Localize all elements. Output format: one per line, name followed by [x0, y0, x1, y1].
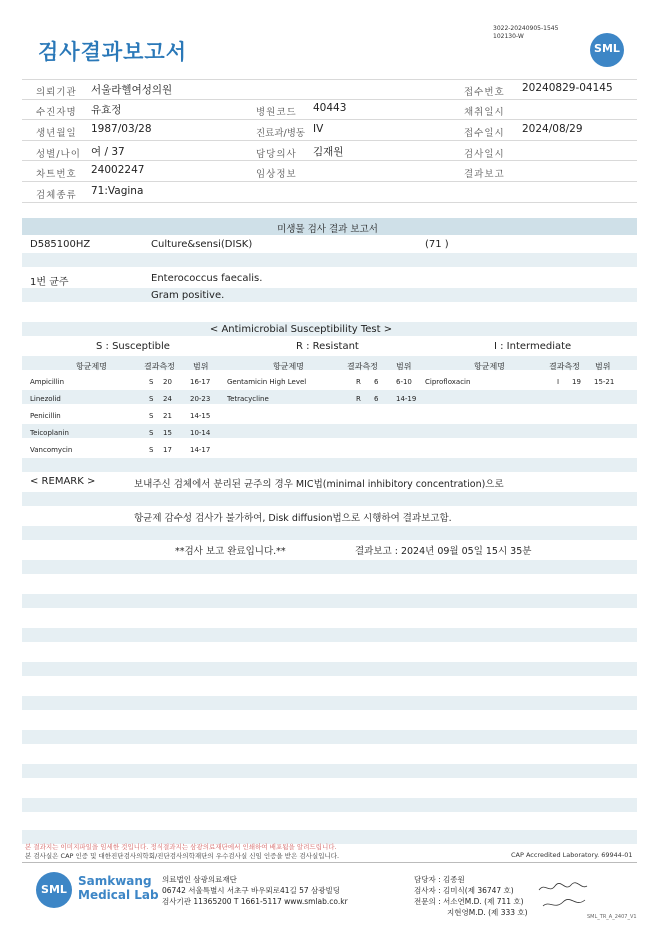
row-band — [22, 798, 637, 812]
ast-drug: Linezolid — [30, 395, 61, 403]
lab-street: 06742 서울특별시 서초구 바우뫼로41길 57 삼광빌딩 — [162, 886, 341, 895]
divider — [22, 160, 637, 161]
staff-specialist-2: 지현영M.D. (제 333 호) — [447, 908, 528, 917]
gram-stain: Gram positive. — [151, 290, 225, 301]
ast-title: < Antimicrobial Susceptibility Test > — [209, 324, 393, 335]
remark-line-2: 항균제 감수성 검사가 불가하여, Disk diffusion법으로 시행하여 결과보고함. — [134, 513, 452, 524]
brand-name — [78, 874, 159, 902]
ast-range: 14-17 — [190, 446, 211, 454]
specimen-label: 검체종류 — [36, 190, 77, 201]
ast-range: 14-15 — [190, 412, 211, 420]
ast-sir: S — [149, 412, 154, 420]
accreditation-notice: 본 검사실은 CAP 인증 및 대한진단검사의학회/진단검사의학재단의 우수검사실 신임 인증을 받은 검사실입니다. — [25, 852, 340, 860]
legend-susceptible: S : Susceptible — [96, 341, 170, 352]
ast-drug: Ciprofloxacin — [425, 378, 471, 386]
legend-intermediate: I : Intermediate — [494, 341, 572, 352]
ast-range: 20-23 — [190, 395, 211, 403]
ast-value: 17 — [163, 446, 172, 454]
ast-value: 6 — [374, 395, 379, 403]
institution-label: 의뢰기관 — [36, 87, 77, 98]
col-drug-header: 항균제명 — [76, 362, 107, 371]
row-band — [22, 560, 637, 574]
report-label: 결과보고 — [464, 169, 505, 180]
footer-divider — [22, 862, 637, 863]
receipt-date-value: 2024/08/29 — [522, 123, 583, 135]
image-notice: 본 결과지는 이미지파일을 임세한 것입니다. 정식결과지는 삼광의료재단에서 인쇄하여 배포됨을 알려드립니다. — [25, 843, 337, 851]
document-code-1: 3022-20240905-1545 — [493, 25, 559, 32]
ast-range: 16-17 — [190, 378, 211, 386]
test-code: D585100HZ — [30, 239, 91, 250]
ast-sir: S — [149, 446, 154, 454]
staff-specialist-1: 전문의 : 서소연M.D. (제 711 호) — [414, 897, 524, 906]
ast-range: 6-10 — [396, 378, 412, 386]
divider — [22, 119, 637, 120]
dept-value: IV — [313, 123, 324, 135]
chart-value: 24002247 — [91, 164, 145, 176]
divider — [22, 79, 637, 80]
row-band — [22, 628, 637, 642]
chart-label: 차트번호 — [36, 169, 77, 180]
patient-value: 유효정 — [91, 104, 122, 116]
organism-label: 1번 균주 — [30, 277, 69, 288]
ast-sir: R — [356, 395, 361, 403]
divider — [22, 140, 637, 141]
ast-value: 21 — [163, 412, 172, 420]
row-band — [22, 458, 637, 472]
col-range-header: 범위 — [595, 362, 611, 371]
logo-text: SML — [41, 883, 67, 896]
lab-contact: 검사기관 11365200 T 1661-5117 www.smlab.co.kr — [162, 897, 348, 906]
staff-examiner: 검사자 : 김미식(제 36747 호) — [414, 886, 514, 895]
col-result-header: 결과측정 — [549, 362, 580, 371]
staff-list — [414, 874, 528, 918]
divider — [22, 99, 637, 100]
lab-name: 의료법인 삼광의료재단 — [162, 875, 237, 884]
ast-sir: S — [149, 395, 154, 403]
ast-range: 15-21 — [594, 378, 615, 386]
divider — [22, 202, 637, 203]
row-band — [22, 594, 637, 608]
report-title: 검사결과보고서 — [38, 40, 188, 64]
row-band — [22, 356, 637, 370]
document-code — [493, 25, 558, 41]
ast-drug: Ampicillin — [30, 378, 65, 386]
organism-name: Enterococcus faecalis. — [151, 273, 263, 284]
row-band — [22, 424, 637, 438]
ast-sir: S — [149, 378, 154, 386]
row-band — [22, 662, 637, 676]
ast-value: 15 — [163, 429, 172, 437]
brand-line-1: Samkwang — [78, 874, 152, 888]
ast-sir: S — [149, 429, 154, 437]
ast-drug: Tetracycline — [227, 395, 269, 403]
collect-label: 채취일시 — [464, 107, 505, 118]
row-band — [22, 526, 637, 540]
row-band — [22, 492, 637, 506]
row-band — [22, 764, 637, 778]
ast-drug: Vancomycin — [30, 446, 73, 454]
row-band — [22, 253, 637, 267]
ast-drug: Gentamicin High Level — [227, 378, 307, 386]
signature-icon — [535, 880, 595, 912]
legend-resistant: R : Resistant — [296, 341, 359, 352]
ast-drug: Penicillin — [30, 412, 61, 420]
report-time: 결과보고 : 2024년 09월 05일 15시 35분 — [355, 546, 532, 557]
col-range-header: 범위 — [396, 362, 412, 371]
form-version: SML_TR_A_2407_V1 — [587, 914, 637, 920]
col-drug-header: 항균제명 — [273, 362, 304, 371]
sml-logo-icon — [590, 33, 624, 67]
birth-value: 1987/03/28 — [91, 123, 152, 135]
ast-value: 20 — [163, 378, 172, 386]
ast-drug: Teicoplanin — [30, 429, 69, 437]
staff-manager: 담당자 : 김종원 — [414, 875, 465, 884]
ast-sir: I — [557, 378, 560, 386]
birth-label: 생년월일 — [36, 128, 77, 139]
col-range-header: 범위 — [193, 362, 209, 371]
test-name: Culture&sensi(DISK) — [151, 239, 253, 250]
patient-label: 수진자명 — [36, 107, 77, 118]
report-complete: **검사 보고 완료입니다.** — [175, 546, 286, 557]
ast-range: 14-19 — [396, 395, 417, 403]
receipt-no-value: 20240829-04145 — [522, 82, 613, 94]
row-band — [22, 730, 637, 744]
brand-line-2: Medical Lab — [78, 888, 159, 902]
row-band — [22, 288, 637, 302]
dept-label: 진료과/병동 — [256, 128, 306, 139]
ast-sir: R — [356, 378, 361, 386]
col-result-header: 결과측정 — [144, 362, 175, 371]
document-code-2: 102130-W — [493, 33, 524, 40]
sex-age-label: 성별/나이 — [36, 149, 81, 160]
clinical-label: 임상정보 — [256, 169, 297, 180]
remark-line-1: 보내주신 검체에서 분리된 균주의 경우 MIC법(minimal inhibitory concentration)으로 — [134, 479, 504, 490]
ward-code-label: 병원코드 — [256, 107, 297, 118]
lab-address — [162, 874, 348, 907]
test-number: (71 ) — [425, 239, 449, 250]
doctor-label: 담당의사 — [256, 149, 297, 160]
row-band — [22, 390, 637, 404]
divider — [22, 181, 637, 182]
row-band — [22, 696, 637, 710]
ast-value: 24 — [163, 395, 172, 403]
test-date-label: 검사일시 — [464, 149, 505, 160]
remark-label: < REMARK > — [30, 476, 96, 487]
doctor-value: 김재원 — [313, 146, 344, 158]
ast-range: 10-14 — [190, 429, 211, 437]
sex-age-value: 여 / 37 — [91, 146, 125, 158]
micro-section-title: 미생물 검사 결과 보고서 — [277, 224, 378, 235]
receipt-no-label: 접수번호 — [464, 87, 505, 98]
specimen-value: 71:Vagina — [91, 185, 144, 197]
col-result-header: 결과측정 — [347, 362, 378, 371]
ast-value: 6 — [374, 378, 379, 386]
receipt-date-label: 접수일시 — [464, 128, 505, 139]
col-drug-header: 항균제명 — [474, 362, 505, 371]
ast-value: 19 — [572, 378, 581, 386]
institution-value: 서울라헬여성의원 — [91, 84, 173, 96]
ward-code-value: 40443 — [313, 102, 347, 114]
sml-logo-icon — [36, 872, 72, 908]
cap-accreditation: CAP Accredited Laboratory. 69944-01 — [511, 851, 633, 859]
logo-text: SML — [594, 42, 620, 55]
